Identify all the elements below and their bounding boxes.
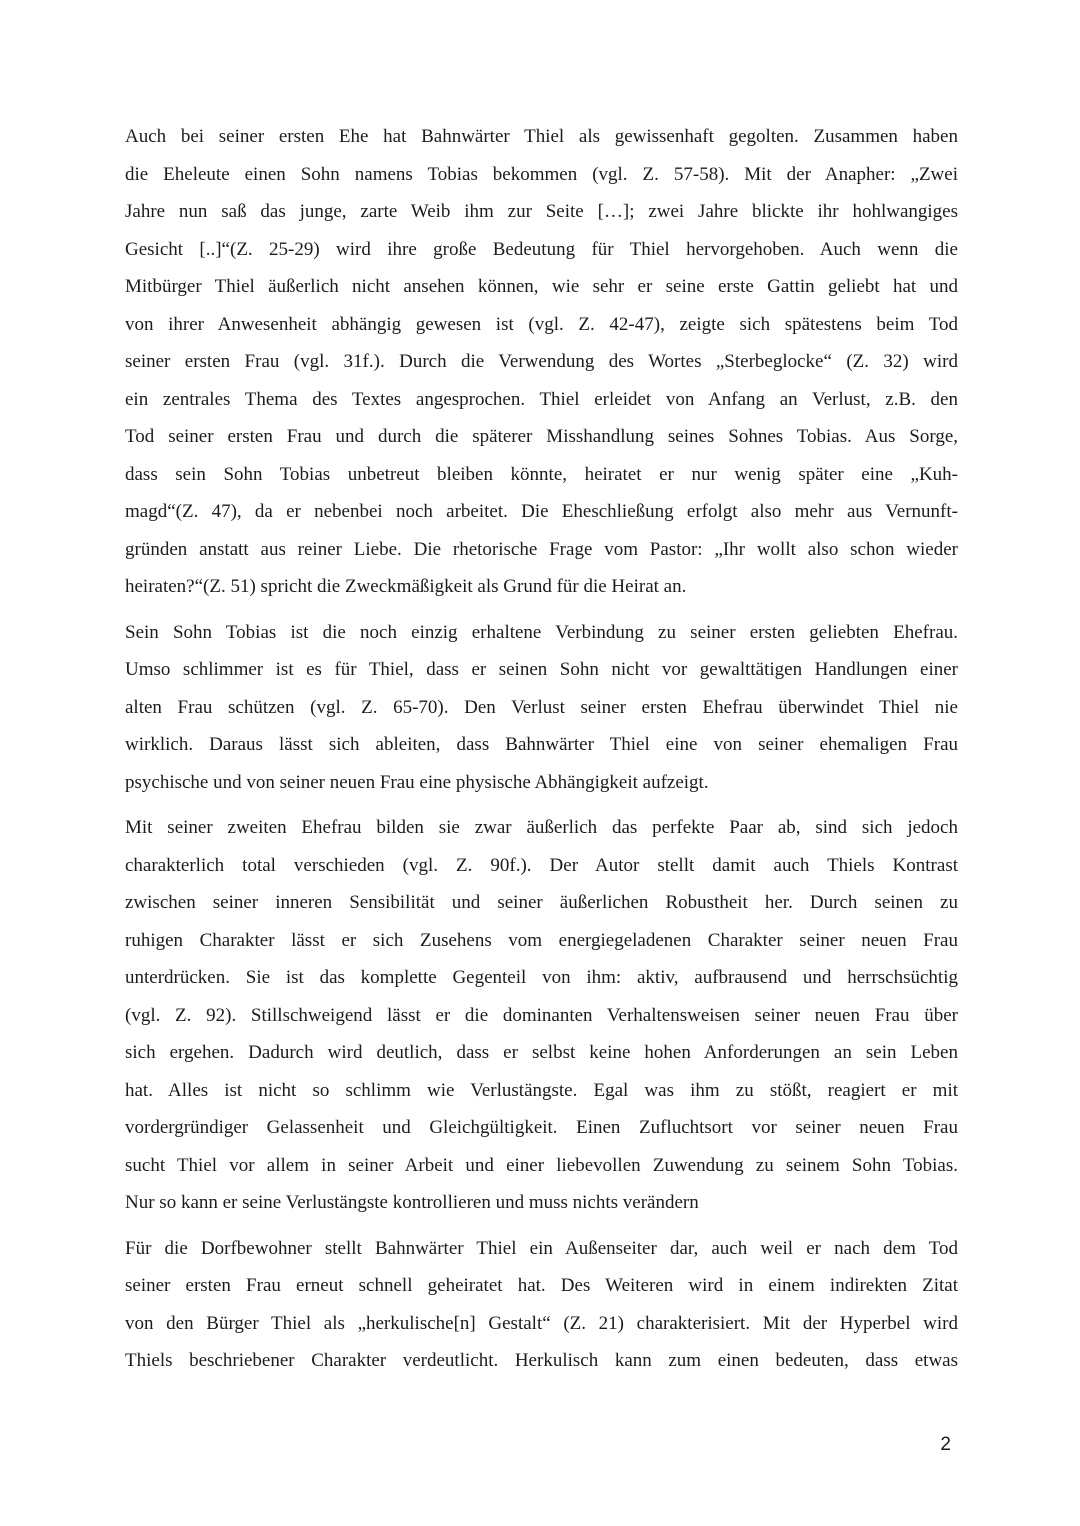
text-line: Nur so kann er seine Verlustängste kontrollieren und muss nichts verändern xyxy=(125,1192,699,1213)
text-line: seiner ersten Frau (vgl. 31f.). Durch die Verwendung des Wortes „Sterbeglocke“ (Z. 32) wird xyxy=(125,351,958,372)
text-line: seiner ersten Frau erneut schnell geheiratet hat. Des Weiteren wird in einem indirekten Zitat xyxy=(125,1275,958,1296)
text-line: Gesicht [..]“(Z. 25-29) wird ihre große Bedeutung für Thiel hervorgehoben. Auch wenn die xyxy=(125,238,958,260)
paragraph-4 xyxy=(125,1230,958,1380)
text-line: Mit seiner zweiten Ehefrau bilden sie zwar äußerlich das perfekte Paar ab, sind sich jedoch xyxy=(125,817,958,838)
text-line: Für die Dorfbewohner stellt Bahnwärter Thiel ein Außenseiter dar, auch weil er nach dem Tod xyxy=(125,1237,958,1259)
text-line: gründen anstatt aus reiner Liebe. Die rhetorische Frage vom Pastor: „Ihr wollt also schon wieder xyxy=(125,538,958,560)
text-line: sich ergehen. Dadurch wird deutlich, dass er selbst keine hohen Anforderungen an sein Leben xyxy=(125,1042,958,1063)
text-line: wirklich. Daraus lässt sich ableiten, dass Bahnwärter Thiel eine von seiner ehemaligen Frau xyxy=(125,734,958,755)
text-line: psychische und von seiner neuen Frau eine physische Abhängigkeit aufzeigt. xyxy=(125,771,709,793)
text-line: magd“(Z. 47), da er nebenbei noch arbeitet. Die Eheschließung erfolgt also mehr aus Vernunft- xyxy=(125,501,958,522)
text-line: zwischen seiner inneren Sensibilität und seiner äußerlichen Robustheit her. Durch seinen zu xyxy=(125,892,958,913)
text-line: vordergründiger Gelassenheit und Gleichgültigkeit. Einen Zufluchtsort vor seiner neuen Frau xyxy=(125,1117,958,1138)
text-line: (vgl. Z. 92). Stillschweigend lässt er die dominanten Verhaltensweisen seiner neuen Frau über xyxy=(125,1004,958,1026)
text-line: hat. Alles ist nicht so schlimm wie Verlustängste. Egal was ihm zu stößt, reagiert er mit xyxy=(125,1079,958,1101)
text-line: heiraten?“(Z. 51) spricht die Zweckmäßigkeit als Grund für die Heirat an. xyxy=(125,576,687,597)
text-line: Jahre nun saß das junge, zarte Weib ihm zur Seite […]; zwei Jahre blickte ihr hohlwangiges xyxy=(125,201,958,222)
text-line: Auch bei seiner ersten Ehe hat Bahnwärter Thiel als gewissenhaft gegolten. Zusammen haben xyxy=(125,126,958,147)
text-line: ruhigen Charakter lässt er sich Zusehens vom energiegeladenen Charakter seiner neuen Frau xyxy=(125,929,958,951)
text-line: Mitbürger Thiel äußerlich nicht ansehen können, wie sehr er seine erste Gattin geliebt hat und xyxy=(125,276,958,297)
essay-body xyxy=(125,118,958,1380)
text-line: Umso schlimmer ist es für Thiel, dass er seinen Sohn nicht vor gewalttätigen Handlungen einer xyxy=(125,659,958,680)
text-line: von ihrer Anwesenheit abhängig gewesen ist (vgl. Z. 42-47), zeigte sich spätestens beim Tod xyxy=(125,313,958,335)
text-line: die Eheleute einen Sohn namens Tobias bekommen (vgl. Z. 57-58). Mit der Anapher: „Zwei xyxy=(125,163,958,185)
text-line: Tod seiner ersten Frau und durch die späterer Misshandlung seines Sohnes Tobias. Aus Sorge, xyxy=(125,426,958,447)
text-line: Thiels beschriebener Charakter verdeutlicht. Herkulisch kann zum einen bedeuten, dass etwas xyxy=(125,1350,958,1371)
text-line: alten Frau schützen (vgl. Z. 65-70). Den Verlust seiner ersten Ehefrau überwindet Thiel nie xyxy=(125,696,958,718)
page-number: 2 xyxy=(940,1434,951,1455)
text-line: ein zentrales Thema des Textes angesprochen. Thiel erleidet von Anfang an Verlust, z.B. den xyxy=(125,388,958,410)
text-line: unterdrücken. Sie ist das komplette Gegenteil von ihm: aktiv, aufbrausend und herrschsüchtig xyxy=(125,967,958,988)
paragraph-2 xyxy=(125,614,958,802)
text-line: sucht Thiel vor allem in seiner Arbeit und einer liebevollen Zuwendung zu seinem Sohn Tobias. xyxy=(125,1154,958,1176)
text-line: von den Bürger Thiel als „herkulische[n] Gestalt“ (Z. 21) charakterisiert. Mit der Hyperbel wird xyxy=(125,1312,958,1334)
text-line: dass sein Sohn Tobias unbetreut bleiben könnte, heiratet er nur wenig später eine „Kuh- xyxy=(125,463,958,485)
paragraph-1 xyxy=(125,118,958,606)
text-line: charakterlich total verschieden (vgl. Z. 90f.). Der Autor stellt damit auch Thiels Kontrast xyxy=(125,854,958,876)
text-line: Sein Sohn Tobias ist die noch einzig erhaltene Verbindung zu seiner ersten geliebten Ehefrau. xyxy=(125,621,958,643)
paragraph-3 xyxy=(125,809,958,1222)
